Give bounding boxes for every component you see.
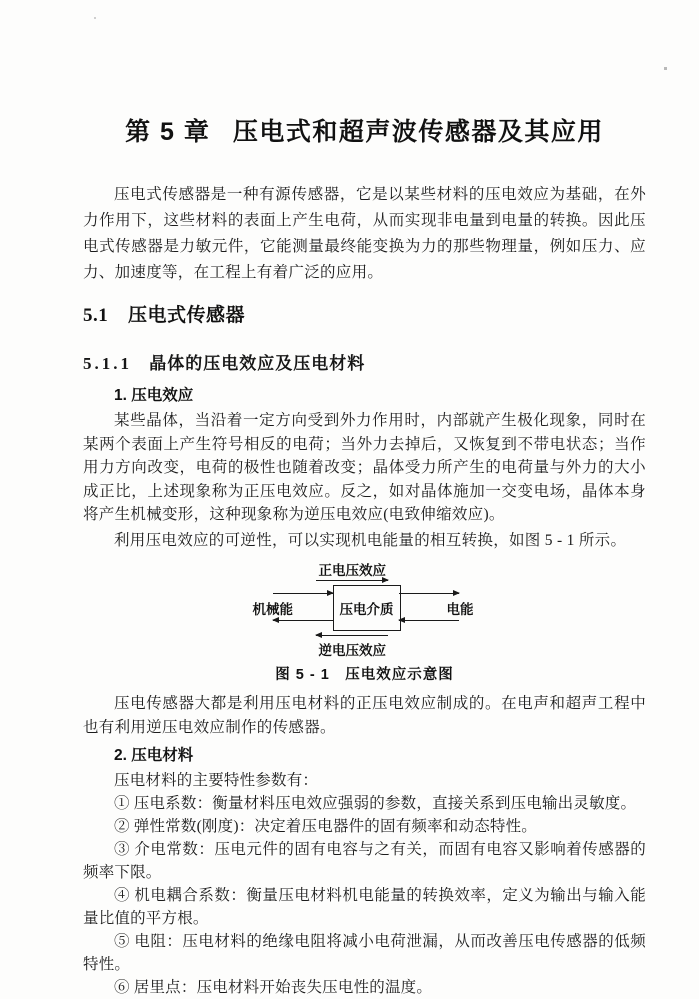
- section-5-1-1-heading: [83, 349, 646, 374]
- materials-intro: 压电材料的主要特性参数有：: [114, 771, 319, 789]
- subsection-title-text: 晶体的压电效应及压电材料: [149, 354, 366, 373]
- material-item-1: ① 压电系数：衡量材料压电效应强弱的参数，直接关系到压电输出灵敏度。: [114, 794, 637, 812]
- piezo-effect-diagram: [252, 561, 475, 658]
- figure-5-1: [83, 561, 646, 684]
- section-number: 5.1: [83, 305, 109, 326]
- arrow-right-icon: [316, 580, 388, 581]
- section-title-text: 压电式传感器: [128, 305, 246, 326]
- after-figure-paragraph: 压电传感器大都是利用压电材料的正压电效应制成的。在电声和超声工程中也有利用逆压电效应制作的传感器。: [83, 694, 646, 736]
- arrow-left-icon: [316, 635, 388, 636]
- section-5-1-heading: [83, 300, 646, 327]
- arrow-left-icon: [273, 620, 333, 621]
- arrow-right-icon: [399, 593, 459, 594]
- inverse-effect-label: 逆电压效应: [318, 642, 386, 658]
- chapter-number: 第 5 章: [125, 118, 211, 146]
- piezo-effect-paragraph: 某些晶体，当沿着一定方向受到外力作用时，内部就产生极化现象，同时在某两个表面上产生符号相反的电荷；当外力去掉后，又恢复到不带电状态；当作用力方向改变，电荷的极性也随着改变；晶体受力所产生的电荷量与外力的大小成正比，上述现象称为正压电效应。反之，如对晶体施加一交变电场，晶体本身将产生机械变形，这种现象称为逆压电效应(电致伸缩效应)。: [83, 412, 646, 523]
- mechanical-energy-label: 机械能: [252, 601, 293, 617]
- material-item-3: ③ 介电常数：压电元件的固有电容与之有关，而固有电容又影响着传感器的频率下限。: [83, 840, 646, 881]
- arrow-left-icon: [399, 620, 459, 621]
- material-item-5: ⑤ 电阻：压电材料的绝缘电阻将减小电荷泄漏，从而改善压电传感器的低频特性。: [83, 932, 646, 973]
- page-content: [83, 0, 646, 999]
- material-item-6: ⑥ 居里点：压电材料开始丧失压电性的温度。: [114, 978, 433, 996]
- point-1-heading: 1. 压电效应: [114, 387, 194, 404]
- material-item-4: ④ 机电耦合系数：衡量压电材料机电能量的转换效率，定义为输出与输入能量比值的平方根。: [83, 886, 646, 927]
- figure-caption: 图 5 - 1 压电效应示意图: [275, 666, 454, 683]
- point-2-heading: 2. 压电材料: [114, 746, 194, 764]
- piezo-medium-label: 压电介质: [339, 601, 394, 617]
- forward-effect-label: 正电压效应: [318, 562, 386, 578]
- piezo-medium-box: [333, 585, 401, 631]
- reversibility-paragraph: 利用压电效应的可逆性，可以实现机电能量的相互转换，如图 5 - 1 所示。: [114, 531, 627, 549]
- intro-paragraph: 压电式传感器是一种有源传感器，它是以某些材料的压电效应为基础，在外力作用下，这些材料的表面上产生电荷，从而实现非电量到电量的转换。因此压电式传感器是力敏元件，它能测量最终能变换为力的那些物理量，例如压力、应力、加速度等，在工程上有着广泛的应用。: [83, 186, 646, 281]
- chapter-title-text: 压电式和超声波传感器及其应用: [232, 118, 604, 146]
- scan-speck: [664, 67, 667, 70]
- arrow-right-icon: [273, 593, 333, 594]
- chapter-title: [83, 0, 646, 148]
- electric-energy-label: 电能: [446, 601, 474, 617]
- subsection-number: 5.1.1: [83, 354, 132, 373]
- material-item-2: ② 弹性常数(刚度)：决定着压电器件的固有频率和动态特性。: [114, 817, 538, 835]
